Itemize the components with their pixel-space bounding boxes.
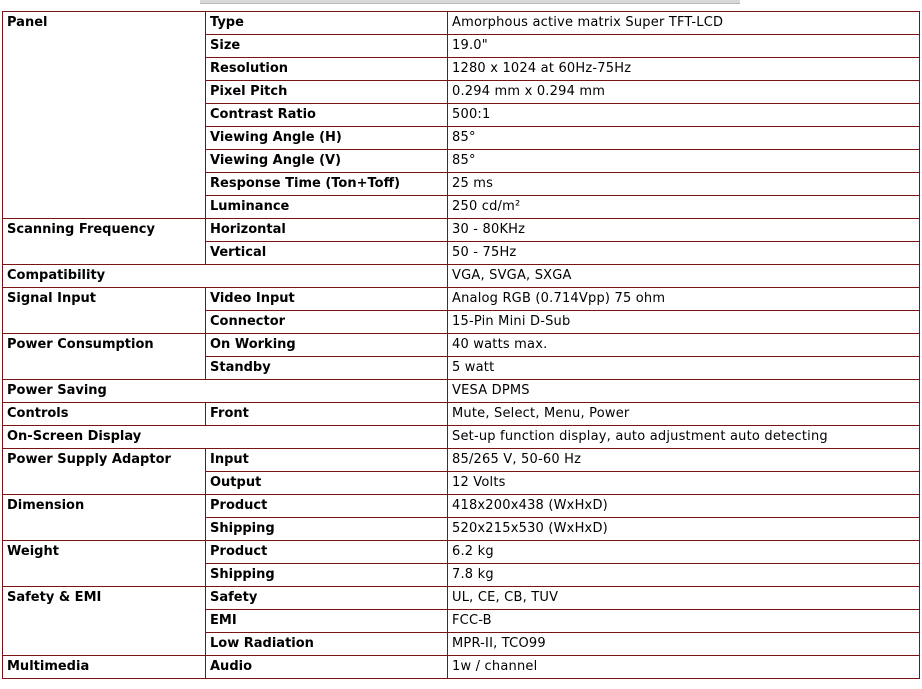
value-cell: Amorphous active matrix Super TFT-LCD <box>448 12 920 35</box>
category-cell: Dimension <box>3 495 206 541</box>
feature-cell: Response Time (Ton+Toff) <box>206 173 448 196</box>
category-cell: Multimedia <box>3 656 206 679</box>
scroll-shadow-bar <box>200 0 740 4</box>
feature-cell: Pixel Pitch <box>206 81 448 104</box>
feature-cell: Connector <box>206 311 448 334</box>
top-shade <box>0 0 922 8</box>
value-cell: Mute, Select, Menu, Power <box>448 403 920 426</box>
value-cell: 12 Volts <box>448 472 920 495</box>
table-row <box>3 12 920 35</box>
category-cell: Scanning Frequency <box>3 219 206 265</box>
feature-cell: Type <box>206 12 448 35</box>
value-cell: VGA, SVGA, SXGA <box>448 265 920 288</box>
value-cell: 7.8 kg <box>448 564 920 587</box>
value-cell: 30 - 80KHz <box>448 219 920 242</box>
feature-cell: Video Input <box>206 288 448 311</box>
value-cell: 0.294 mm x 0.294 mm <box>448 81 920 104</box>
table-row <box>3 219 920 242</box>
feature-cell: Product <box>206 495 448 518</box>
table-row <box>3 426 920 449</box>
category-cell: Controls <box>3 403 206 426</box>
category-cell: Power Saving <box>3 380 448 403</box>
value-cell: 85° <box>448 127 920 150</box>
value-cell: 85° <box>448 150 920 173</box>
feature-cell: Standby <box>206 357 448 380</box>
feature-cell: Viewing Angle (V) <box>206 150 448 173</box>
value-cell: 1280 x 1024 at 60Hz-75Hz <box>448 58 920 81</box>
value-cell: UL, CE, CB, TUV <box>448 587 920 610</box>
feature-cell: Vertical <box>206 242 448 265</box>
table-row <box>3 587 920 610</box>
value-cell: 50 - 75Hz <box>448 242 920 265</box>
spec-table <box>2 11 920 679</box>
value-cell: 85/265 V, 50-60 Hz <box>448 449 920 472</box>
feature-cell: Safety <box>206 587 448 610</box>
feature-cell: Shipping <box>206 518 448 541</box>
value-cell: 500:1 <box>448 104 920 127</box>
category-cell: Power Consumption <box>3 334 206 380</box>
value-cell: MPR-II, TCO99 <box>448 633 920 656</box>
value-cell: 15-Pin Mini D-Sub <box>448 311 920 334</box>
feature-cell: Audio <box>206 656 448 679</box>
feature-cell: Shipping <box>206 564 448 587</box>
value-cell: 25 ms <box>448 173 920 196</box>
category-cell: Compatibility <box>3 265 448 288</box>
value-cell: 250 cd/m² <box>448 196 920 219</box>
feature-cell: Low Radiation <box>206 633 448 656</box>
feature-cell: Contrast Ratio <box>206 104 448 127</box>
feature-cell: Input <box>206 449 448 472</box>
feature-cell: Viewing Angle (H) <box>206 127 448 150</box>
feature-cell: Front <box>206 403 448 426</box>
category-cell: Weight <box>3 541 206 587</box>
value-cell: 40 watts max. <box>448 334 920 357</box>
value-cell: VESA DPMS <box>448 380 920 403</box>
value-cell: 418x200x438 (WxHxD) <box>448 495 920 518</box>
table-row <box>3 541 920 564</box>
table-row <box>3 656 920 679</box>
value-cell: 19.0" <box>448 35 920 58</box>
value-cell: FCC-B <box>448 610 920 633</box>
table-row <box>3 495 920 518</box>
value-cell: Analog RGB (0.714Vpp) 75 ohm <box>448 288 920 311</box>
feature-cell: EMI <box>206 610 448 633</box>
table-row <box>3 449 920 472</box>
category-cell: On-Screen Display <box>3 426 448 449</box>
category-cell: Safety & EMI <box>3 587 206 656</box>
table-row <box>3 380 920 403</box>
category-cell: Signal Input <box>3 288 206 334</box>
table-row <box>3 334 920 357</box>
feature-cell: Product <box>206 541 448 564</box>
table-row <box>3 403 920 426</box>
category-cell: Power Supply Adaptor <box>3 449 206 495</box>
value-cell: 1w / channel <box>448 656 920 679</box>
table-row <box>3 265 920 288</box>
feature-cell: Horizontal <box>206 219 448 242</box>
feature-cell: Resolution <box>206 58 448 81</box>
value-cell: Set-up function display, auto adjustment auto detecting <box>448 426 920 449</box>
value-cell: 6.2 kg <box>448 541 920 564</box>
feature-cell: Output <box>206 472 448 495</box>
feature-cell: Size <box>206 35 448 58</box>
table-row <box>3 288 920 311</box>
value-cell: 520x215x530 (WxHxD) <box>448 518 920 541</box>
category-cell: Panel <box>3 12 206 219</box>
feature-cell: Luminance <box>206 196 448 219</box>
value-cell: 5 watt <box>448 357 920 380</box>
feature-cell: On Working <box>206 334 448 357</box>
